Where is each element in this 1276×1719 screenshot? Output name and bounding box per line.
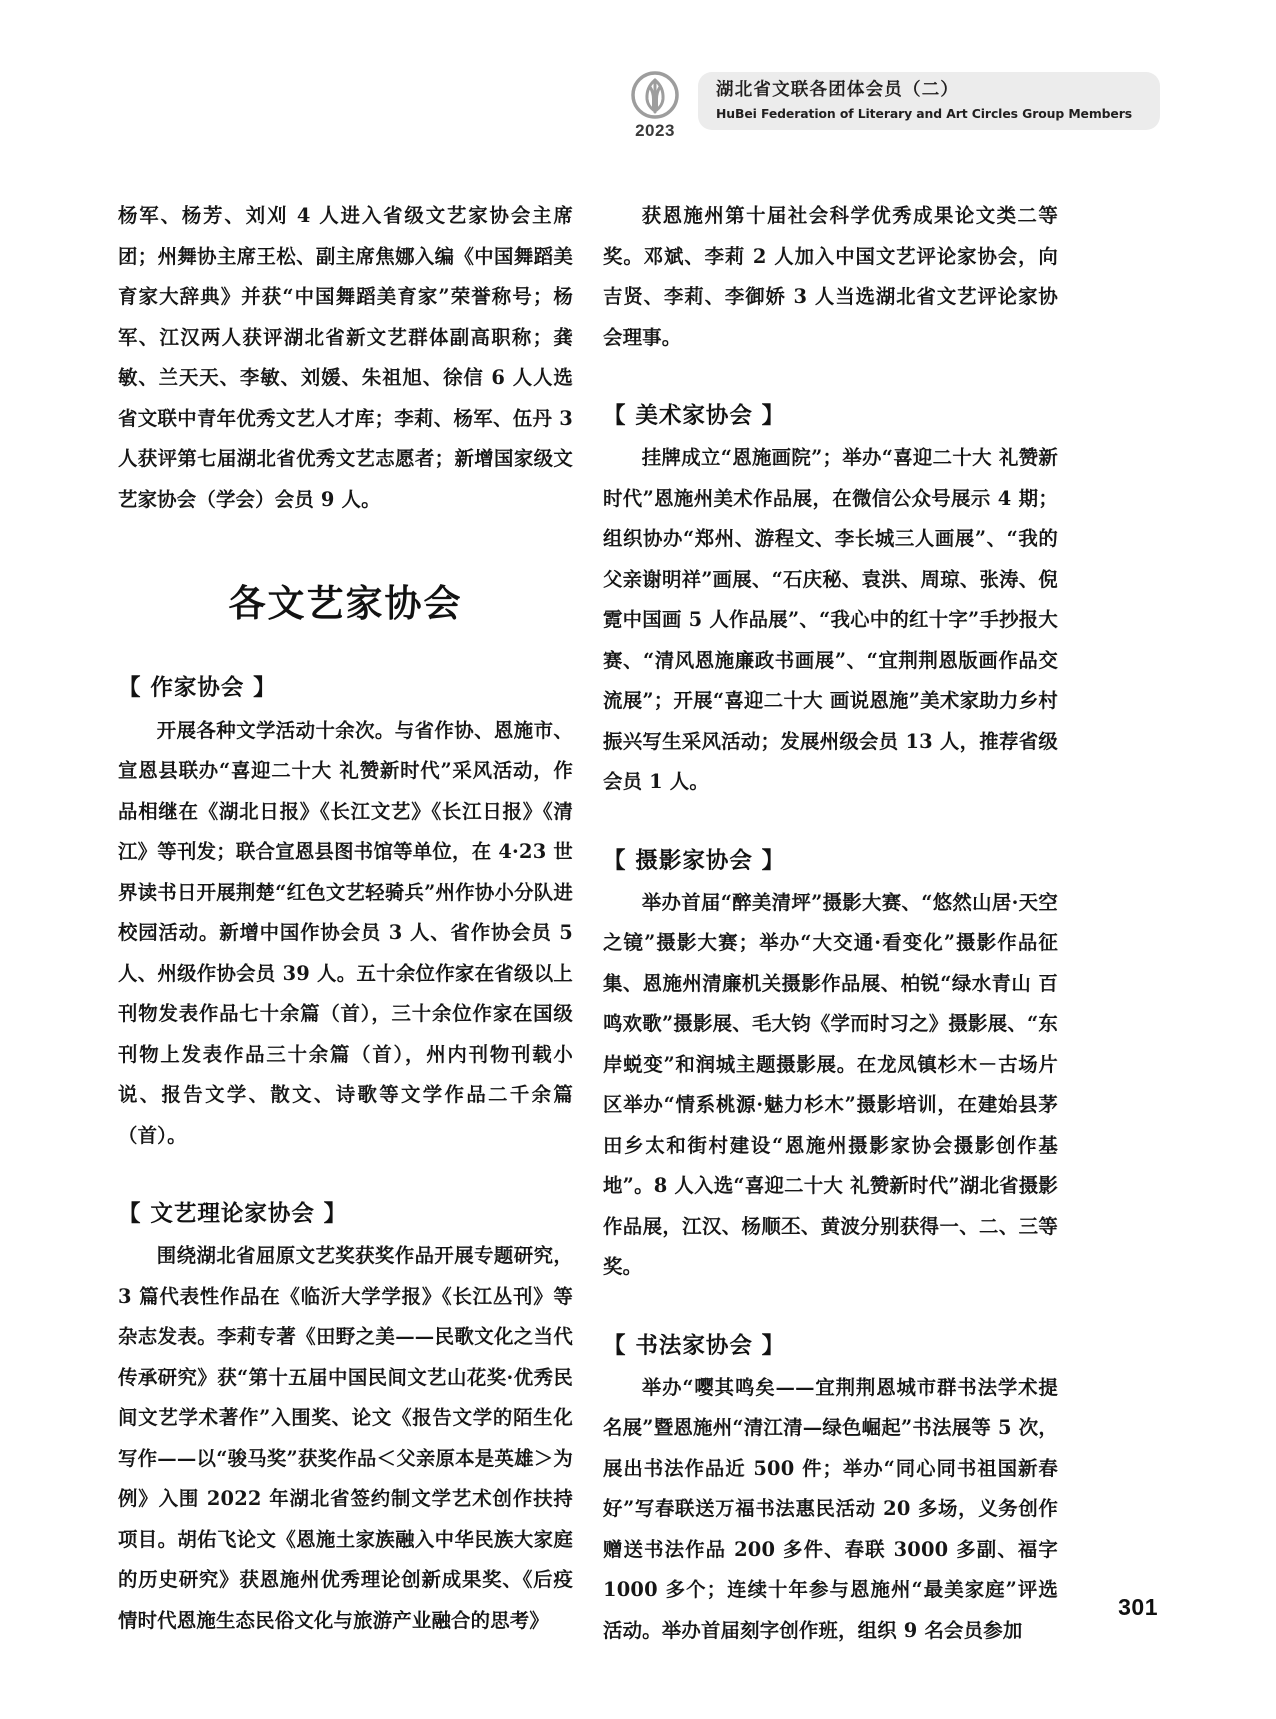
association-heading-theorists: 【 文艺理论家协会 】 <box>118 1201 348 1228</box>
association-body-writers: 开展各种文学活动十余次。与省作协、恩施市、宣恩县联办“喜迎二十大 礼赞新时代”采风活动，作品相继在《湖北日报》《长江文艺》《长江日报》《清江》等刊发；联合宣恩县图书馆等单位，在 4·23 世界读书日开展荆楚“红色文艺轻骑兵”州作协小分队进校园活动。新增中国作协会员 3 人、省作协会员 5 人、州级作协会员 39 人。五十余位作家在省级以上刊物发表作品七十余篇（首），三十余位作家在国级刊物上发表作品三十余篇（首），州内刊物刊载小说、报告文学、散文、诗歌等文学作品二千余篇（首）。 <box>118 718 573 1147</box>
association-heading-calligraphers: 【 书法家协会 】 <box>603 1332 786 1359</box>
column-left <box>118 196 573 1641</box>
page-section-heading: 各文艺家协会 <box>228 582 463 625</box>
hubei-federation-emblem-icon <box>630 70 680 120</box>
publication-year: 2023 <box>635 121 675 140</box>
association-body-photographers: 举办首届“醉美清坪”摄影大赛、“悠然山居·天空之镜”摄影大赛；举办“大交通·看变化”摄影作品征集、恩施州清廉机关摄影作品展、柏锐“绿水青山 百鸣欢歌”摄影展、毛大钧《学而时习之》摄影展、“东岸蜕变”和润城主题摄影展。在龙凤镇杉木－古场片区举办“情系桃源·魅力杉木”摄影培训，在建始县茅田乡太和街村建设“恩施州摄影家协会摄影创作基地”。8 人入选“喜迎二十大 礼赞新时代”湖北省摄影作品展，江汉、杨顺丕、黄波分别获得一、二、三等奖。 <box>603 890 1058 1279</box>
running-header <box>620 66 1160 142</box>
header-title-en: HuBei Federation of Literary and Art Circles Group Members <box>716 105 1133 121</box>
header-title-plate <box>698 72 1160 130</box>
column-right <box>603 196 1058 1651</box>
association-heading-photographers: 【 摄影家协会 】 <box>603 847 786 874</box>
association-heading-artists: 【 美术家协会 】 <box>603 403 786 429</box>
association-heading-writers: 【 作家协会 】 <box>118 675 277 702</box>
association-body-artists: 挂牌成立“恩施画院”；举办“喜迎二十大 礼赞新时代”恩施州美术作品展，在微信公众号展示 4 期；组织协办“郑州、游程文、李长城三人画展”、“我的父亲谢明祥”画展、“石庆秘、袁洪、周琼、张涛、倪霓中国画 5 人作品展”、“我心中的红十字”手抄报大赛、“清风恩施廉政书画展”、“宜荆荆恩版画作品交流展”；开展“喜迎二十大 画说恩施”美术家助力乡村振兴写生采风活动；发展州级会员 13 人，推荐省级会员 1 人。 <box>603 446 1058 794</box>
page-number: 301 <box>1118 1594 1158 1620</box>
continued-paragraph: 获恩施州第十届社会科学优秀成果论文类二等奖。邓斌、李莉 2 人加入中国文艺评论家协会，向吉贤、李莉、李御娇 3 人当选湖北省文艺评论家协会理事。 <box>603 204 1058 349</box>
header-title-cn: 湖北省文联各团体会员（二） <box>716 80 960 100</box>
publication-logo <box>620 66 690 141</box>
continued-paragraph: 杨军、杨芳、刘刈 4 人进入省级文艺家协会主席团；州舞协主席王松、副主席焦娜入编《中国舞蹈美育家大辞典》并获“中国舞蹈美育家”荣誉称号；杨军、江汉两人获评湖北省新文艺群体副高职称；龚敏、兰天天、李敏、刘媛、朱祖旭、徐信 6 人人选省文联中青年优秀文艺人才库；李莉、杨军、伍丹 3 人获评第七届湖北省优秀文艺志愿者；新增国家级文艺家协会（学会）会员 9 人。 <box>118 204 573 511</box>
association-body-calligraphers: 举办“嘤其鸣矣——宜荆荆恩城市群书法学术提名展”暨恩施州“清江清—绿色崛起”书法展等 5 次，展出书法作品近 500 件；举办“同心同书祖国新春好”写春联送万福书法惠民活动 20 多场，义务创作赠送书法作品 200 多件、春联 3000 多副、福字 1000 多个；连续十年参与恩施州“最美家庭”评选活动。举办首届刻字创作班，组织 9 名会员参加 <box>603 1375 1058 1642</box>
association-body-theorists: 围绕湖北省屈原文艺奖获奖作品开展专题研究，3 篇代表性作品在《临沂大学学报》《长江丛刊》等杂志发表。李莉专著《田野之美——民歌文化之当代传承研究》获“第十五届中国民间文艺山花奖·优秀民间文艺学术著作”入围奖、论文《报告文学的陌生化写作——以“骏马奖”获奖作品＜父亲原本是英雄＞为例》入围 2022 年湖北省签约制文学艺术创作扶持项目。胡佑飞论文《恩施土家族融入中华民族大家庭的历史研究》获恩施州优秀理论创新成果奖、《后疫情时代恩施生态民俗文化与旅游产业融合的思考》 <box>118 1244 573 1632</box>
